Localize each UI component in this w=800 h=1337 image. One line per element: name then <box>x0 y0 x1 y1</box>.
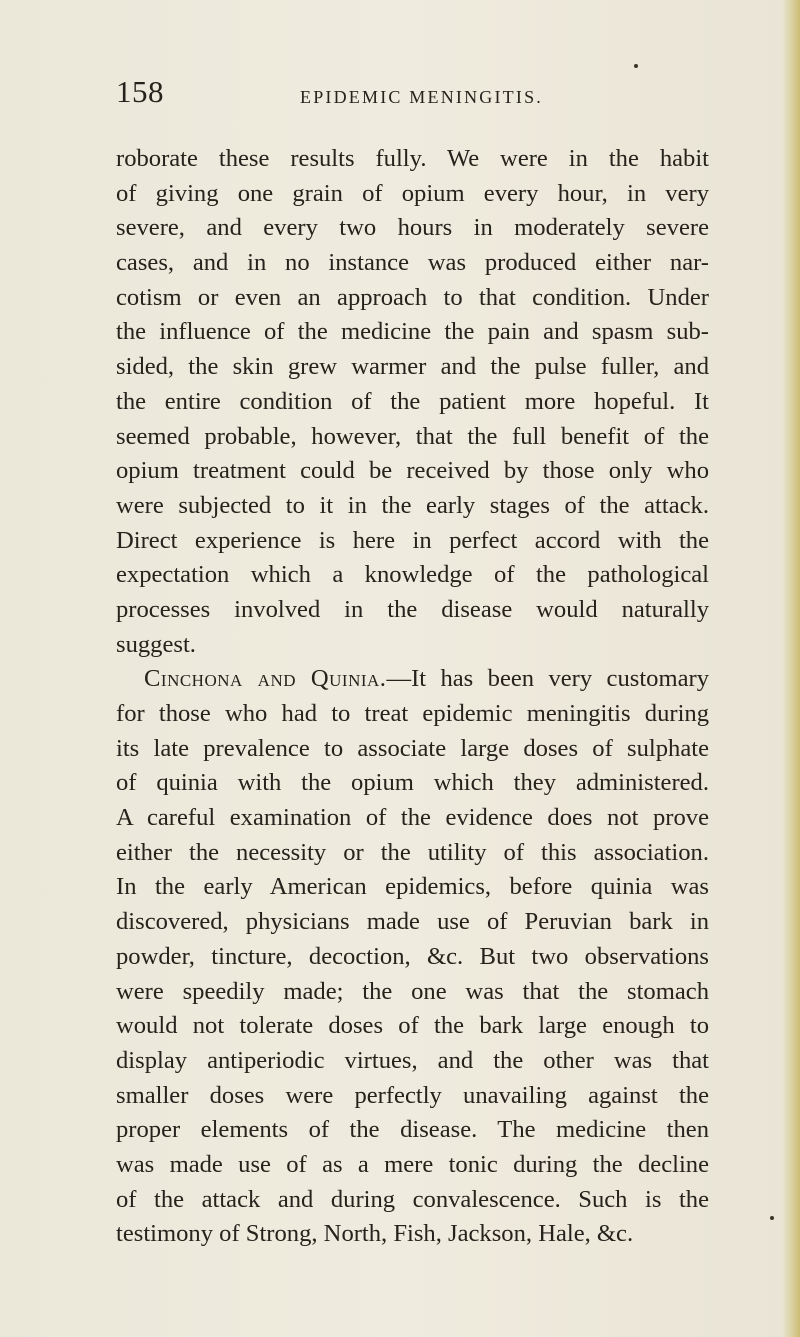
section-first-line <box>116 662 709 697</box>
text-line: for those who had to treat epidemic meningitis during <box>116 700 709 727</box>
text-line: the entire condition of the patient more hopeful. It <box>116 387 709 415</box>
text-line: testimony of Strong, North, Fish, Jackson, Hale, &c. <box>116 1220 634 1248</box>
page-edge-shading <box>782 0 800 1337</box>
text-line: of the attack and during convalescence. Such is the <box>116 1185 709 1213</box>
text-line: discovered, physicians made use of Peruvian bark in <box>116 908 709 936</box>
text-line: cotism or even an approach to that condition. Under <box>116 283 709 311</box>
text-line: In the early American epidemics, before quinia was <box>116 873 709 901</box>
text-line: opium treatment could be received by those only who <box>116 457 709 485</box>
print-speck <box>634 64 638 68</box>
text-line: its late prevalence to associate large doses of sulphate <box>116 734 709 762</box>
text-line: would not tolerate doses of the bark large enough to <box>116 1012 709 1040</box>
text-line: smaller doses were perfectly unavailing against the <box>116 1081 709 1109</box>
body-text <box>116 142 709 1252</box>
text-line: display antiperiodic virtues, and the other was that <box>116 1046 709 1074</box>
text-line: expectation which a knowledge of the pathological <box>116 561 709 589</box>
text-line: suggest. <box>116 630 196 658</box>
text-line: cases, and in no instance was produced either nar- <box>116 249 709 277</box>
text-line: the influence of the medicine the pain and spasm sub- <box>116 318 709 346</box>
page-number: 158 <box>116 74 164 109</box>
text-line: Direct experience is here in perfect accord with the <box>116 526 709 554</box>
text-line: were speedily made; the one was that the stomach <box>116 977 709 1005</box>
text-line: seemed probable, however, that the full benefit of the <box>116 422 709 450</box>
text-line: either the necessity or the utility of this association. <box>116 838 709 866</box>
text-line: severe, and every two hours in moderately severe <box>116 214 709 242</box>
print-speck <box>770 1216 774 1220</box>
text-line: proper elements of the disease. The medicine then <box>116 1116 709 1144</box>
page-header <box>0 74 800 114</box>
text-line: A careful examination of the evidence does not prove <box>116 804 709 832</box>
section-first-line-text: —It has been very customary <box>386 665 709 693</box>
section-heading: Cinchona and Quinia. <box>144 665 387 693</box>
text-line: of quinia with the opium which they administered. <box>116 769 709 797</box>
text-line: roborate these results fully. We were in the habit <box>116 145 709 172</box>
text-line: was made use of as a mere tonic during the decline <box>116 1150 709 1178</box>
text-line: sided, the skin grew warmer and the pulse fuller, and <box>116 353 709 381</box>
text-line: were subjected to it in the early stages of the attack. <box>116 491 709 519</box>
text-line: processes involved in the disease would naturally <box>116 595 709 623</box>
text-line: of giving one grain of opium every hour, in very <box>116 179 709 207</box>
running-head: EPIDEMIC MENINGITIS. <box>300 87 543 107</box>
text-line: powder, tincture, decoction, &c. But two observations <box>116 942 709 970</box>
